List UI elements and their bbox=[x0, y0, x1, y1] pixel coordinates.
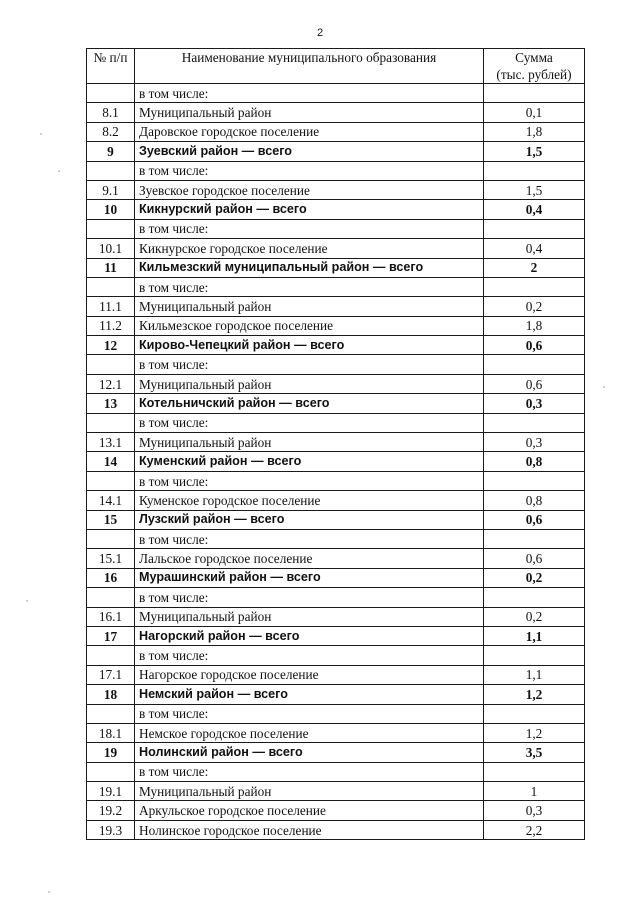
row-name-cell: в том числе: bbox=[135, 413, 484, 432]
row-name-cell: Кикнурское городское поселение bbox=[135, 239, 484, 258]
row-sum-cell bbox=[484, 762, 585, 781]
row-name-cell: Мурашинский район — всего bbox=[135, 568, 484, 587]
row-sum-cell: 0,3 bbox=[484, 801, 585, 820]
row-name-cell: Лальское городское поселение bbox=[135, 549, 484, 568]
row-name-cell: в том числе: bbox=[135, 704, 484, 723]
row-name-cell: Котельничский район — всего bbox=[135, 394, 484, 413]
row-number-cell: 17.1 bbox=[87, 665, 135, 684]
table-row bbox=[87, 413, 585, 432]
row-name-cell: Муниципальный район bbox=[135, 782, 484, 801]
row-sum-cell: 0,8 bbox=[484, 491, 585, 510]
row-sum-cell: 1,5 bbox=[484, 180, 585, 199]
header-number: № п/п bbox=[87, 49, 135, 84]
table-row-total bbox=[87, 336, 585, 355]
row-sum-cell: 3,5 bbox=[484, 743, 585, 762]
row-name-cell: в том числе: bbox=[135, 277, 484, 296]
row-number-cell: 19.1 bbox=[87, 782, 135, 801]
table-row bbox=[87, 704, 585, 723]
table-row bbox=[87, 180, 585, 199]
scan-speck bbox=[48, 891, 50, 893]
scan-speck bbox=[26, 600, 28, 602]
row-sum-cell: 0,2 bbox=[484, 297, 585, 316]
row-sum-cell: 0,2 bbox=[484, 607, 585, 626]
row-sum-cell bbox=[484, 704, 585, 723]
table-row bbox=[87, 549, 585, 568]
row-name-cell: Даровское городское поселение bbox=[135, 122, 484, 141]
row-sum-cell: 1,8 bbox=[484, 122, 585, 141]
row-sum-cell: 0,3 bbox=[484, 433, 585, 452]
row-number-cell: 8.1 bbox=[87, 103, 135, 122]
row-name-cell: Муниципальный район bbox=[135, 433, 484, 452]
row-name-cell: в том числе: bbox=[135, 161, 484, 180]
table-row bbox=[87, 297, 585, 316]
table-row bbox=[87, 723, 585, 742]
row-number-cell bbox=[87, 762, 135, 781]
table-row bbox=[87, 491, 585, 510]
table-row-total bbox=[87, 685, 585, 704]
row-number-cell bbox=[87, 646, 135, 665]
row-name-cell: Немский район — всего bbox=[135, 685, 484, 704]
row-sum-cell bbox=[484, 471, 585, 490]
row-sum-cell: 0,4 bbox=[484, 200, 585, 219]
row-name-cell: Кильмезское городское поселение bbox=[135, 316, 484, 335]
header-name: Наименование муниципального образования bbox=[135, 49, 484, 84]
row-name-cell: в том числе: bbox=[135, 84, 484, 103]
row-number-cell: 15.1 bbox=[87, 549, 135, 568]
row-name-cell: Куменский район — всего bbox=[135, 452, 484, 471]
row-sum-cell: 0,4 bbox=[484, 239, 585, 258]
table-row-total bbox=[87, 743, 585, 762]
row-number-cell: 18.1 bbox=[87, 723, 135, 742]
table-row bbox=[87, 219, 585, 238]
row-name-cell: Кильмезский муниципальный район — всего bbox=[135, 258, 484, 277]
table-row bbox=[87, 433, 585, 452]
row-number-cell bbox=[87, 413, 135, 432]
row-name-cell: Аркульское городское поселение bbox=[135, 801, 484, 820]
row-sum-cell bbox=[484, 277, 585, 296]
row-name-cell: Нагорское городское поселение bbox=[135, 665, 484, 684]
table-row bbox=[87, 161, 585, 180]
table-row bbox=[87, 820, 585, 839]
table-row bbox=[87, 103, 585, 122]
scan-speck bbox=[603, 386, 605, 388]
row-sum-cell: 1,1 bbox=[484, 665, 585, 684]
row-name-cell: в том числе: bbox=[135, 646, 484, 665]
row-number-cell: 13 bbox=[87, 394, 135, 413]
row-name-cell: Муниципальный район bbox=[135, 374, 484, 393]
row-name-cell: Кикнурский район — всего bbox=[135, 200, 484, 219]
row-name-cell: в том числе: bbox=[135, 529, 484, 548]
row-name-cell: Нолинский район — всего bbox=[135, 743, 484, 762]
table-row bbox=[87, 471, 585, 490]
row-number-cell: 16.1 bbox=[87, 607, 135, 626]
row-number-cell: 13.1 bbox=[87, 433, 135, 452]
table-row bbox=[87, 239, 585, 258]
table-row-total bbox=[87, 394, 585, 413]
row-number-cell bbox=[87, 277, 135, 296]
row-number-cell: 17 bbox=[87, 626, 135, 645]
header-sum bbox=[484, 49, 585, 84]
row-number-cell: 8.2 bbox=[87, 122, 135, 141]
row-sum-cell bbox=[484, 646, 585, 665]
row-number-cell bbox=[87, 219, 135, 238]
row-number-cell: 11.2 bbox=[87, 316, 135, 335]
table-row bbox=[87, 801, 585, 820]
table-row-total bbox=[87, 510, 585, 529]
row-name-cell: в том числе: bbox=[135, 219, 484, 238]
row-number-cell: 9.1 bbox=[87, 180, 135, 199]
table-row-total bbox=[87, 258, 585, 277]
table-row bbox=[87, 374, 585, 393]
table-row-total bbox=[87, 142, 585, 161]
row-sum-cell: 2,2 bbox=[484, 820, 585, 839]
table-body bbox=[87, 84, 585, 840]
row-name-cell: Кирово-Чепецкий район — всего bbox=[135, 336, 484, 355]
row-number-cell: 16 bbox=[87, 568, 135, 587]
row-number-cell bbox=[87, 588, 135, 607]
row-number-cell: 11.1 bbox=[87, 297, 135, 316]
table-row bbox=[87, 316, 585, 335]
row-sum-cell: 1,2 bbox=[484, 685, 585, 704]
row-name-cell: в том числе: bbox=[135, 588, 484, 607]
row-name-cell: Зуевское городское поселение bbox=[135, 180, 484, 199]
allocation-table bbox=[86, 48, 585, 840]
row-sum-cell: 0,8 bbox=[484, 452, 585, 471]
row-name-cell: в том числе: bbox=[135, 471, 484, 490]
page-number: 2 bbox=[316, 27, 324, 39]
table-row-total bbox=[87, 568, 585, 587]
row-name-cell: в том числе: bbox=[135, 355, 484, 374]
row-number-cell bbox=[87, 161, 135, 180]
row-name-cell: Муниципальный район bbox=[135, 607, 484, 626]
row-number-cell: 9 bbox=[87, 142, 135, 161]
row-sum-cell bbox=[484, 413, 585, 432]
row-number-cell: 18 bbox=[87, 685, 135, 704]
row-sum-cell bbox=[484, 219, 585, 238]
row-sum-cell bbox=[484, 355, 585, 374]
row-sum-cell bbox=[484, 529, 585, 548]
table-row bbox=[87, 355, 585, 374]
row-name-cell: Немское городское поселение bbox=[135, 723, 484, 742]
row-sum-cell: 1,2 bbox=[484, 723, 585, 742]
scan-speck bbox=[58, 170, 60, 172]
table-row bbox=[87, 607, 585, 626]
row-sum-cell: 1 bbox=[484, 782, 585, 801]
table-row bbox=[87, 277, 585, 296]
row-number-cell: 19 bbox=[87, 743, 135, 762]
table-row bbox=[87, 782, 585, 801]
row-number-cell: 14.1 bbox=[87, 491, 135, 510]
table-row bbox=[87, 646, 585, 665]
row-name-cell: в том числе: bbox=[135, 762, 484, 781]
table-row bbox=[87, 665, 585, 684]
row-sum-cell: 0,6 bbox=[484, 374, 585, 393]
header-sum-title: Сумма bbox=[515, 50, 553, 65]
table-row-total bbox=[87, 200, 585, 219]
row-number-cell: 12.1 bbox=[87, 374, 135, 393]
row-sum-cell bbox=[484, 84, 585, 103]
row-sum-cell: 0,6 bbox=[484, 336, 585, 355]
row-sum-cell: 0,3 bbox=[484, 394, 585, 413]
row-sum-cell bbox=[484, 161, 585, 180]
row-number-cell bbox=[87, 529, 135, 548]
table-row-total bbox=[87, 452, 585, 471]
row-name-cell: Муниципальный район bbox=[135, 297, 484, 316]
row-name-cell: Муниципальный район bbox=[135, 103, 484, 122]
table-row-total bbox=[87, 626, 585, 645]
row-sum-cell: 0,6 bbox=[484, 510, 585, 529]
row-sum-cell: 0,2 bbox=[484, 568, 585, 587]
row-sum-cell: 0,1 bbox=[484, 103, 585, 122]
row-sum-cell: 0,6 bbox=[484, 549, 585, 568]
table-row bbox=[87, 588, 585, 607]
row-number-cell: 12 bbox=[87, 336, 135, 355]
table-row bbox=[87, 529, 585, 548]
row-name-cell: Зуевский район — всего bbox=[135, 142, 484, 161]
row-sum-cell: 1,1 bbox=[484, 626, 585, 645]
row-name-cell: Лузский район — всего bbox=[135, 510, 484, 529]
row-number-cell bbox=[87, 355, 135, 374]
row-name-cell: Нолинское городское поселение bbox=[135, 820, 484, 839]
row-sum-cell: 1,5 bbox=[484, 142, 585, 161]
table-row bbox=[87, 84, 585, 103]
row-number-cell: 19.3 bbox=[87, 820, 135, 839]
row-number-cell: 19.2 bbox=[87, 801, 135, 820]
row-sum-cell: 1,8 bbox=[484, 316, 585, 335]
table-row bbox=[87, 122, 585, 141]
row-number-cell bbox=[87, 471, 135, 490]
row-name-cell: Нагорский район — всего bbox=[135, 626, 484, 645]
row-sum-cell: 2 bbox=[484, 258, 585, 277]
header-sum-unit: (тыс. рублей) bbox=[496, 67, 572, 82]
row-number-cell: 10 bbox=[87, 200, 135, 219]
table-row bbox=[87, 762, 585, 781]
row-number-cell: 14 bbox=[87, 452, 135, 471]
row-name-cell: Куменское городское поселение bbox=[135, 491, 484, 510]
row-number-cell: 15 bbox=[87, 510, 135, 529]
table-header-row bbox=[87, 49, 585, 84]
row-number-cell bbox=[87, 704, 135, 723]
row-number-cell bbox=[87, 84, 135, 103]
scan-speck bbox=[40, 133, 42, 135]
row-number-cell: 10.1 bbox=[87, 239, 135, 258]
row-sum-cell bbox=[484, 588, 585, 607]
row-number-cell: 11 bbox=[87, 258, 135, 277]
